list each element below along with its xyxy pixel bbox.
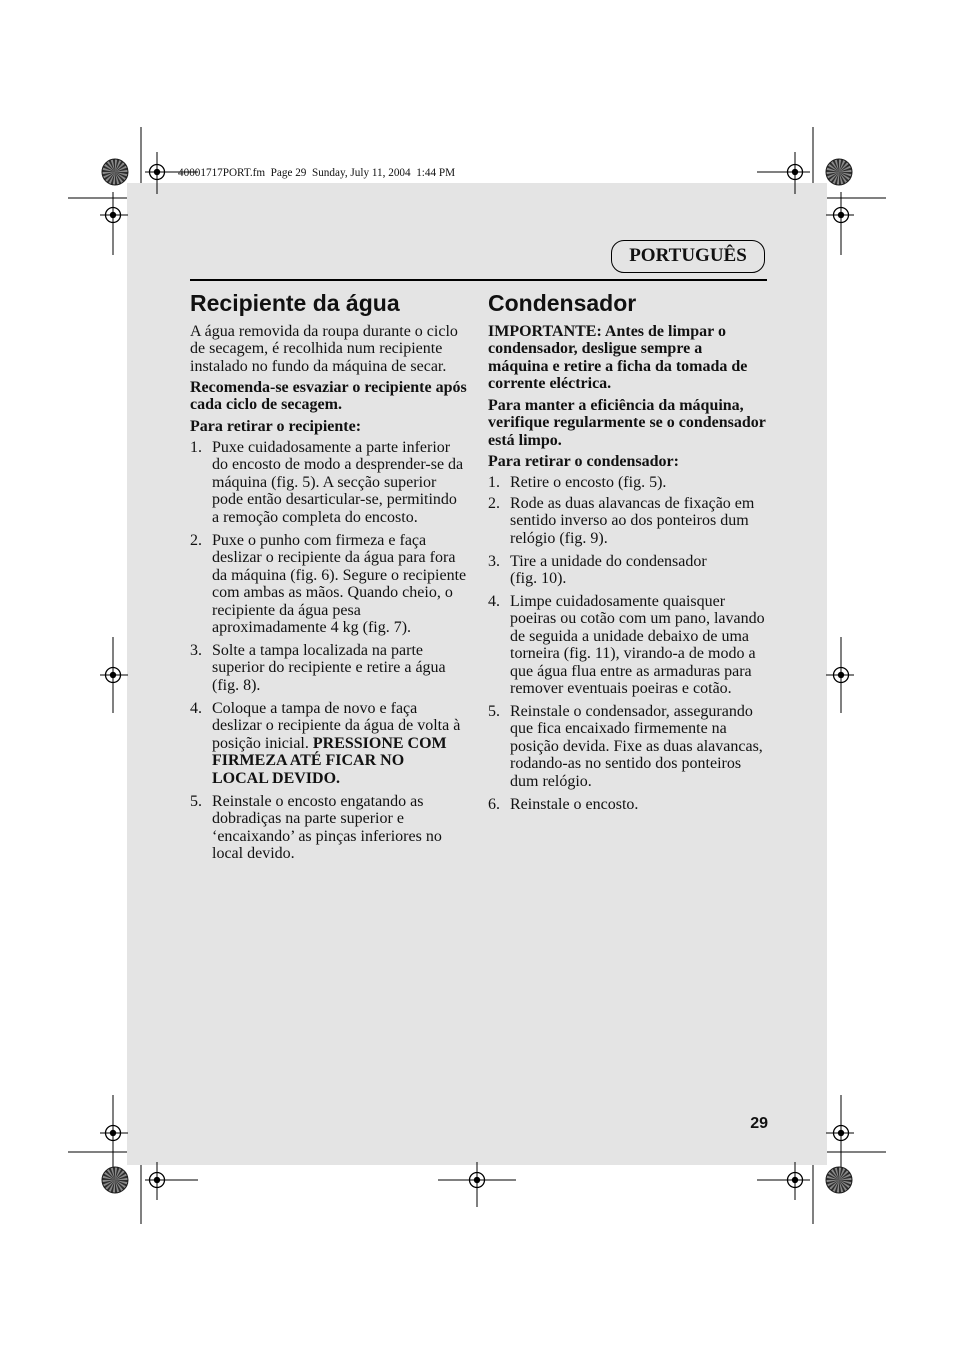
maintenance-paragraph [488, 397, 766, 450]
section-heading-water-container: Recipiente da água [190, 290, 400, 316]
language-tab: PORTUGUÊS [611, 240, 765, 273]
text-line: Puxe o punho com firmeza e faça [212, 531, 427, 549]
registration-dot [838, 672, 844, 678]
text-line: Puxe cuidadosamente a parte inferior [212, 438, 451, 456]
emphasis-text: PRESSIONE COM [312, 734, 447, 752]
step-number: 2. [190, 531, 202, 549]
registration-dot [110, 672, 116, 678]
section-heading-condenser: Condensador [488, 290, 637, 316]
step-number: 3. [190, 641, 202, 659]
text-line: Reinstale o encosto engatando as [212, 792, 424, 810]
color-target [102, 1167, 128, 1193]
text-segment: posição inicial. [212, 734, 309, 752]
step-item [190, 642, 446, 695]
step-number: 6. [488, 795, 500, 813]
text-line: Recomenda-se esvaziar o recipiente após [190, 378, 467, 396]
text-line: aproximadamente 4 kg (fig. 7). [212, 619, 412, 637]
step-number: 4. [190, 699, 202, 717]
color-target [826, 1167, 852, 1193]
text-line: dum relógio. [510, 772, 592, 790]
step-item [488, 474, 666, 492]
text-line: pode então desarticular-se, permitindo [212, 491, 457, 509]
text-line: cada ciclo de secagem. [190, 396, 342, 414]
text-line: Para retirar o recipiente: [190, 417, 362, 435]
step-item [190, 700, 460, 788]
text-line: Coloque a tampa de novo e faça [212, 699, 418, 717]
text-line: do encosto de modo a desprender-se da [212, 456, 464, 474]
text-line: posição devida. Fixe as duas alavancas, [510, 737, 763, 755]
color-target [102, 159, 128, 185]
emphasis-text: LOCAL DEVIDO. [212, 769, 341, 787]
recommendation-paragraph [190, 379, 467, 414]
text-line: rodando-as no sentido dos ponteiros [510, 755, 742, 773]
step-item [190, 793, 442, 863]
registration-mark [826, 1095, 854, 1170]
step-item [488, 796, 638, 814]
step-number: 1. [190, 438, 202, 456]
text-line: Rode as duas alavancas de fixação em [510, 494, 755, 512]
registration-mark [757, 152, 810, 194]
registration-dot [474, 1177, 480, 1183]
emphasis-text: FIRMEZA ATÉ FICAR NO [212, 752, 405, 770]
text-line: Retire o encosto (fig. 5). [510, 473, 667, 491]
text-line: está limpo. [488, 431, 562, 449]
text-line: corrente eléctrica. [488, 375, 612, 393]
text-line: relógio (fig. 9). [510, 529, 608, 547]
registration-dot [154, 169, 160, 175]
registration-mark [438, 1162, 516, 1207]
registration-mark [100, 637, 128, 713]
step-number: 3. [488, 552, 500, 570]
text-line: superior do recipiente e retire a água [212, 659, 446, 677]
registration-dot [792, 1177, 798, 1183]
text-line: de seguida a unidade debaixo de uma [510, 627, 750, 645]
intro-paragraph [190, 323, 458, 376]
text-line: (fig. 10). [510, 570, 567, 588]
text-line: dobradiças na parte superior e [212, 810, 404, 828]
header-rule [190, 279, 767, 281]
step-number: 4. [488, 592, 500, 610]
step-item [190, 439, 463, 527]
text-line: Reinstale o condensador, assegurando [510, 702, 753, 720]
text-line: Reinstale o encosto. [510, 795, 639, 813]
text-line: que fica encaixado firmemente na [510, 720, 727, 738]
steps-title [190, 418, 361, 436]
text-line: verifique regularmente se o condensador [488, 414, 766, 432]
text-line: Solte a tampa localizada na parte [212, 641, 424, 659]
step-item [488, 553, 707, 588]
registration-mark [100, 192, 128, 255]
step-item [488, 703, 763, 791]
text-line: máquina e retire a ficha da tomada de [488, 357, 748, 375]
registration-dot [110, 212, 116, 218]
step-number: 2. [488, 494, 500, 512]
registration-mark [757, 1162, 810, 1200]
text-line: ‘encaixando’ as pinças inferiores no [212, 827, 442, 845]
text-line: máquina (fig. 5). A secção superior [212, 473, 437, 491]
text-line: deslizar o recipiente da água para fora [212, 549, 456, 567]
text-line: A água removida da roupa durante o ciclo [190, 322, 458, 340]
step-item [190, 532, 466, 638]
text-line: IMPORTANTE: Antes de limpar o [488, 322, 726, 340]
text-line: com ambas as mãos. Quando cheio, o [212, 584, 453, 602]
text-line: (fig. 8). [212, 676, 261, 694]
text-line: recipiente da água pesa [212, 601, 361, 619]
text-line: local devido. [212, 845, 295, 863]
text-line: remover eventuais poeiras e cotão. [510, 680, 732, 698]
step-item [488, 495, 754, 548]
text-line: Tire a unidade do condensador [510, 552, 707, 570]
text-line: de secagem, é recolhida num recipiente [190, 340, 443, 358]
registration-dot [838, 212, 844, 218]
registration-dot [838, 1130, 844, 1136]
text-line: sentido inverso ao dos ponteiros dum [510, 512, 749, 530]
color-target [826, 159, 852, 185]
text-line-mixed [212, 735, 460, 753]
steps-title [488, 453, 679, 471]
registration-dot [154, 1177, 160, 1183]
text-line: Limpe cuidadosamente quaisquer [510, 592, 726, 610]
registration-mark [100, 1095, 128, 1170]
registration-mark [826, 192, 854, 255]
step-item [488, 593, 765, 699]
file-header: 40001717PORT.fm Page 29 Sunday, July 11, 2004 1:44 PM [178, 167, 456, 179]
text-line: condensador, desligue sempre a [488, 340, 703, 358]
registration-mark [826, 637, 854, 713]
text-line: Para retirar o condensador: [488, 452, 679, 470]
step-number: 5. [190, 792, 202, 810]
text-line: a remoção completa do encosto. [212, 508, 418, 526]
text-line: deslizar o recipiente da água de volta à [212, 717, 461, 735]
page-number: 29 [750, 1115, 768, 1132]
registration-mark [145, 1162, 198, 1200]
text-line: torneira (fig. 11), virando-a de modo a [510, 645, 756, 663]
registration-dot [110, 1130, 116, 1136]
text-line: instalado no fundo da máquina de secar. [190, 357, 447, 375]
text-line: da máquina (fig. 6). Segure o recipiente [212, 566, 467, 584]
registration-dot [792, 169, 798, 175]
step-number: 5. [488, 702, 500, 720]
step-number: 1. [488, 473, 500, 491]
important-notice [488, 323, 747, 393]
text-line: Para manter a eficiência da máquina, [488, 396, 744, 414]
text-line: que água flua entre as armaduras para [510, 662, 752, 680]
text-line: poeiras ou cotão com um pano, lavando [510, 610, 765, 628]
